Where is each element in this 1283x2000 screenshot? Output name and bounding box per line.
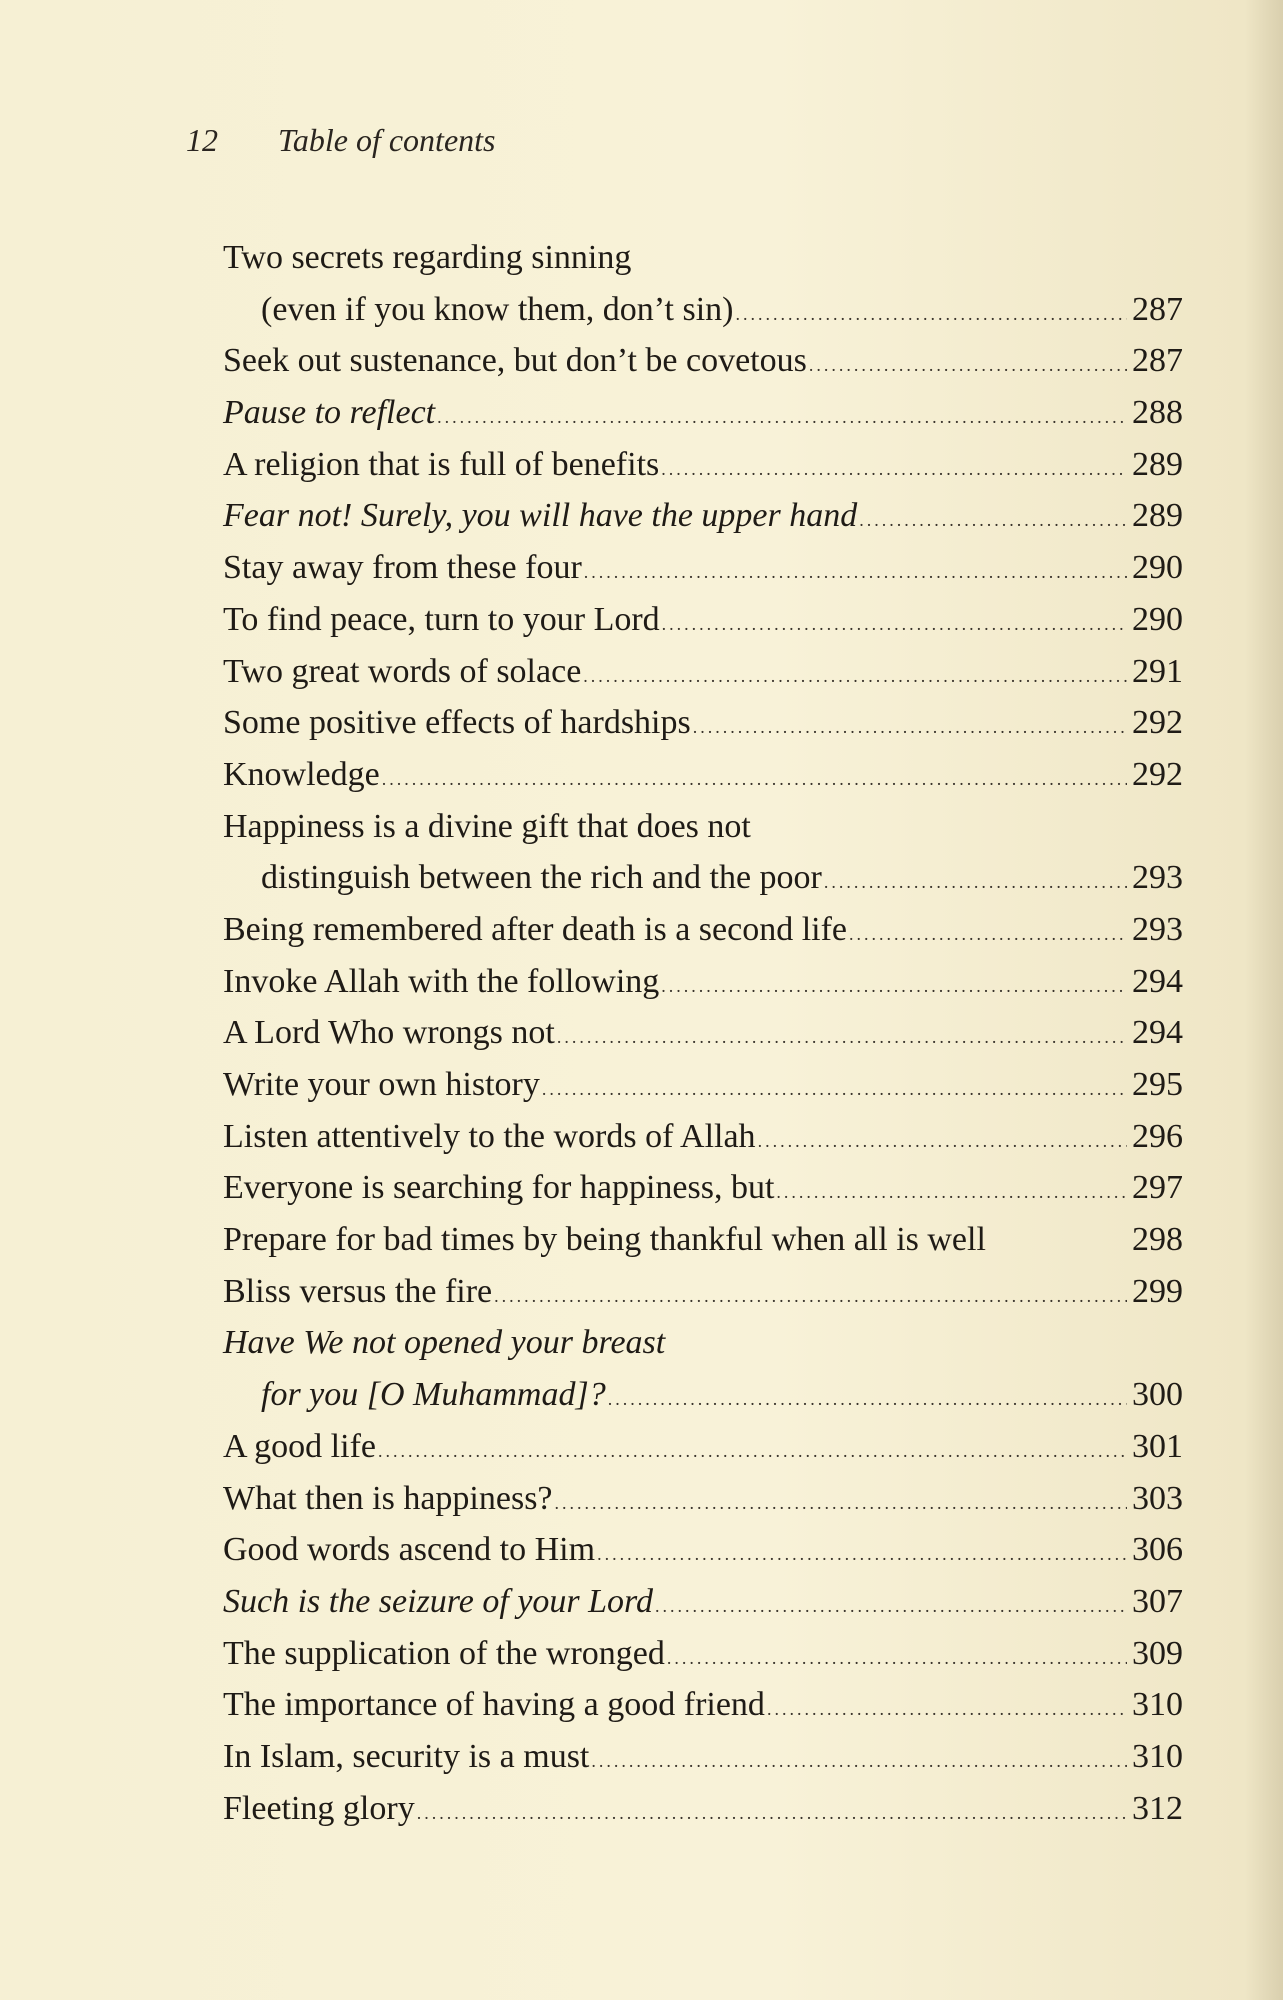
toc-entry-title: In Islam, security is a must	[223, 1737, 590, 1775]
dot-leader	[767, 1684, 1127, 1736]
toc-entry	[223, 1007, 1183, 1059]
toc-entry	[223, 1059, 1183, 1111]
dot-leader	[662, 599, 1127, 651]
toc-entry-title: What then is happiness?	[223, 1479, 553, 1517]
toc-entry	[223, 335, 1183, 387]
toc-entry-title: Seek out sustenance, but don’t be covetous	[223, 342, 807, 380]
toc-entry-page: 294	[1132, 1014, 1183, 1052]
toc-entry-page: 303	[1132, 1479, 1183, 1517]
dot-leader	[758, 1116, 1127, 1168]
toc-entry	[223, 956, 1183, 1008]
dot-leader	[824, 857, 1127, 909]
toc-entry-page: 288	[1132, 394, 1183, 432]
toc-entry-page: 292	[1132, 704, 1183, 742]
toc-entry-title: Pause to reflect	[223, 394, 436, 432]
running-title: Table of contents	[278, 122, 496, 158]
toc-entry	[223, 387, 1183, 439]
toc-entry	[223, 852, 1183, 904]
dot-leader	[849, 909, 1127, 961]
toc-entry-title: for you [O Muhammad]?	[261, 1376, 606, 1414]
toc-entry-page: 301	[1132, 1427, 1183, 1465]
toc-entry-title: Everyone is searching for happiness, but	[223, 1169, 775, 1207]
dot-leader	[597, 1529, 1127, 1581]
dot-leader	[417, 1788, 1127, 1840]
toc-entry-title: Invoke Allah with the following	[223, 962, 660, 1000]
toc-entry-page: 300	[1132, 1376, 1183, 1414]
toc-entry-title: The supplication of the wronged	[223, 1634, 665, 1672]
toc-entry-title: The importance of having a good friend	[223, 1686, 765, 1724]
toc-entry	[223, 1214, 1183, 1266]
dot-leader	[776, 1167, 1127, 1219]
toc-entry-title: To find peace, turn to your Lord	[223, 600, 660, 638]
toc-entry	[223, 232, 1183, 284]
dot-leader	[693, 702, 1127, 754]
toc-entry-page: 306	[1132, 1531, 1183, 1569]
toc-entry	[223, 646, 1183, 698]
dot-leader	[859, 495, 1127, 547]
toc-entry-title: Happiness is a divine gift that does not	[223, 807, 751, 845]
dot-leader	[655, 1581, 1127, 1633]
dot-leader	[735, 289, 1127, 341]
toc-entry-title: Prepare for bad times by being thankful when all is well	[223, 1221, 986, 1259]
toc-entry	[223, 1266, 1183, 1318]
toc-entry	[223, 1473, 1183, 1525]
toc-entry-page: 299	[1132, 1272, 1183, 1310]
toc-entry	[223, 1421, 1183, 1473]
dot-leader	[667, 1633, 1127, 1685]
toc-entry	[223, 284, 1183, 336]
dot-leader	[809, 340, 1127, 392]
toc-entry-page: 309	[1132, 1634, 1183, 1672]
dot-leader	[608, 1374, 1127, 1426]
toc-entry	[223, 1111, 1183, 1163]
toc-entry	[223, 1317, 1183, 1369]
dot-leader	[661, 444, 1127, 496]
toc-entry	[223, 697, 1183, 749]
toc-entry	[223, 1162, 1183, 1214]
running-header	[186, 122, 495, 159]
toc-entry	[223, 1679, 1183, 1731]
toc-entry-title: A good life	[223, 1427, 376, 1465]
dot-leader	[555, 1478, 1127, 1530]
toc-entry-title: Knowledge	[223, 755, 380, 793]
toc-entry	[223, 594, 1183, 646]
toc-entry-page: 287	[1132, 290, 1183, 328]
toc-entry-page: 290	[1132, 600, 1183, 638]
toc-entry-page: 289	[1132, 497, 1183, 535]
toc-entry-title: A Lord Who wrongs not	[223, 1014, 555, 1052]
toc-entry-page: 310	[1132, 1737, 1183, 1775]
dot-leader	[661, 961, 1127, 1013]
toc-entry-page: 312	[1132, 1789, 1183, 1827]
toc-entry-page: 292	[1132, 755, 1183, 793]
toc-entry-title: Good words ascend to Him	[223, 1531, 596, 1569]
toc-entry-title: Bliss versus the fire	[223, 1272, 493, 1310]
toc-entry-title: Two great words of solace	[223, 652, 582, 690]
dot-leader	[591, 1736, 1127, 1788]
dot-leader	[382, 754, 1127, 806]
toc-entry	[223, 1628, 1183, 1680]
page-number: 12	[186, 122, 218, 158]
dot-leader	[378, 1426, 1127, 1478]
toc-entry-title: distinguish between the rich and the poor	[261, 859, 822, 897]
dot-leader	[584, 547, 1127, 599]
toc-entry	[223, 904, 1183, 956]
toc-entry-title: A religion that is full of benefits	[223, 445, 660, 483]
toc-entry	[223, 801, 1183, 853]
toc-entry-page: 307	[1132, 1582, 1183, 1620]
toc-entry-title: Some positive effects of hardships	[223, 704, 691, 742]
toc-entry-title: Two secrets regarding sinning	[223, 239, 632, 276]
toc-list	[223, 232, 1183, 1834]
toc-entry-title: Write your own history	[223, 1066, 540, 1103]
dot-leader	[437, 392, 1127, 444]
toc-entry	[223, 1731, 1183, 1783]
toc-entry-title: (even if you know them, don’t sin)	[261, 290, 734, 328]
toc-entry	[223, 542, 1183, 594]
toc-entry-page: 294	[1132, 962, 1183, 1000]
toc-entry	[223, 1524, 1183, 1576]
toc-entry-page: 289	[1132, 445, 1183, 483]
toc-entry	[223, 1783, 1183, 1835]
toc-entry-title: Such is the seizure of your Lord	[223, 1582, 654, 1620]
toc-entry-page: 295	[1132, 1066, 1183, 1103]
toc-entry-page: 296	[1132, 1117, 1183, 1155]
toc-entry	[223, 1369, 1183, 1421]
toc-entry	[223, 1576, 1183, 1628]
toc-entry-page: 293	[1132, 859, 1183, 897]
toc-entry	[223, 749, 1183, 801]
toc-entry-title: Fleeting glory	[223, 1789, 415, 1827]
toc-entry	[223, 439, 1183, 491]
toc-entry-page: 290	[1132, 549, 1183, 587]
toc-entry-page: 297	[1132, 1169, 1183, 1207]
toc-entry-title: Fear not! Surely, you will have the upper hand	[223, 497, 858, 535]
toc-entry-title: Listen attentively to the words of Allah	[223, 1117, 756, 1155]
dot-leader	[494, 1271, 1127, 1323]
toc-entry-page: 310	[1132, 1686, 1183, 1724]
toc-entry-title: Stay away from these four	[223, 549, 582, 587]
toc-entry-page: 298	[1132, 1221, 1183, 1259]
toc-entry-title: Being remembered after death is a second life	[223, 910, 848, 948]
toc-entry-page: 291	[1132, 652, 1183, 690]
dot-leader	[557, 1012, 1127, 1064]
toc-entry-page: 293	[1132, 910, 1183, 948]
toc-entry-title: Have We not opened your breast	[223, 1324, 666, 1362]
toc-entry-page: 287	[1132, 342, 1183, 380]
dot-leader	[542, 1064, 1127, 1116]
dot-leader	[583, 651, 1127, 703]
toc-entry	[223, 490, 1183, 542]
